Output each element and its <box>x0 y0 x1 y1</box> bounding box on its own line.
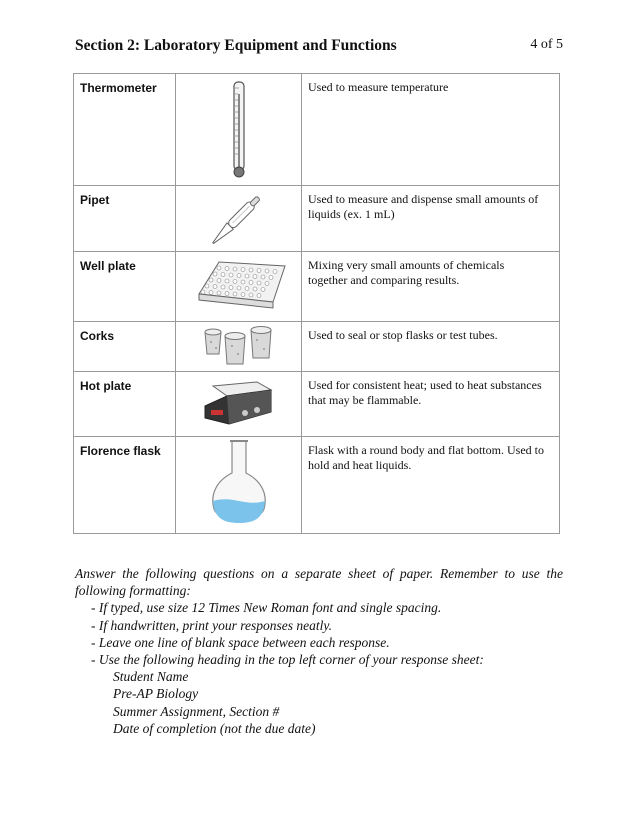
equipment-description: Used to measure and dispense small amounts of liquids (ex. 1 mL) <box>302 186 560 252</box>
corks-icon <box>199 322 279 370</box>
table-row <box>74 186 560 252</box>
table-row <box>74 74 560 186</box>
list-item: - Leave one line of blank space between each response. <box>91 634 390 650</box>
equipment-name: Florence flask <box>74 437 176 534</box>
equipment-picture <box>176 74 302 186</box>
hot-plate-icon <box>199 372 279 434</box>
equipment-picture <box>176 437 302 534</box>
equipment-description: Mixing very small amounts of chemicals together and comparing results. <box>302 252 560 322</box>
page-title: Section 2: Laboratory Equipment and Functions <box>75 37 397 54</box>
well-plate-icon <box>189 252 289 318</box>
instructions-lead: Answer the following questions on a separate sheet of paper. Remember to use the following formatting: <box>75 566 563 599</box>
equipment-table <box>73 73 560 534</box>
heading-line: Summer Assignment, Section # <box>113 703 280 719</box>
table-row <box>74 437 560 534</box>
equipment-name: Thermometer <box>74 74 176 186</box>
equipment-description: Used to measure temperature <box>302 74 560 186</box>
table-row <box>74 372 560 437</box>
page-header <box>75 37 563 57</box>
equipment-name: Well plate <box>74 252 176 322</box>
heading-line: Pre-AP Biology <box>113 686 199 702</box>
instructions-list <box>75 599 563 668</box>
list-item: - Use the following heading in the top left corner of your response sheet: <box>91 652 484 668</box>
page-number: 4 of 5 <box>530 37 563 52</box>
equipment-name: Corks <box>74 322 176 372</box>
list-item: - If typed, use size 12 Times New Roman font and single spacing. <box>91 600 442 616</box>
equipment-description: Flask with a round body and flat bottom. Used to hold and heat liquids. <box>302 437 560 534</box>
instructions <box>75 565 563 737</box>
table-row <box>74 322 560 372</box>
heading-line: Student Name <box>113 669 189 685</box>
equipment-description: Used to seal or stop flasks or test tubes. <box>302 322 560 372</box>
table-row <box>74 252 560 322</box>
equipment-name: Hot plate <box>74 372 176 437</box>
florence-flask-icon <box>204 437 274 531</box>
equipment-description: Used for consistent heat; used to heat substances that may be flammable. <box>302 372 560 437</box>
equipment-picture <box>176 252 302 322</box>
response-heading-example <box>75 668 563 737</box>
equipment-picture <box>176 186 302 252</box>
pipet-icon <box>199 186 279 250</box>
thermometer-icon <box>219 74 259 182</box>
heading-line: Date of completion (not the due date) <box>113 720 316 736</box>
equipment-picture <box>176 372 302 437</box>
equipment-picture <box>176 322 302 372</box>
list-item: - If handwritten, print your responses neatly. <box>91 617 332 633</box>
equipment-name: Pipet <box>74 186 176 252</box>
